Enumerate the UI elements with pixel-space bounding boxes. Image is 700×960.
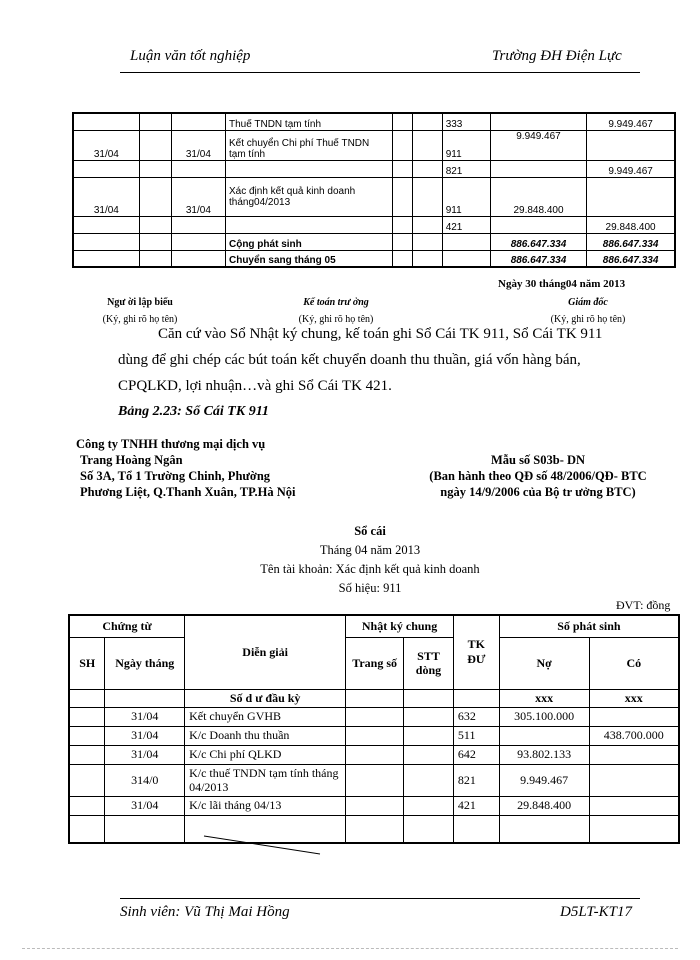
ledger-top-table — [72, 112, 676, 268]
col-chung-tu: Chứng từ — [69, 615, 185, 637]
header-row — [69, 637, 679, 689]
table-row: 31/04 31/04 Xác định kết quả kinh doanh tháng04/2013 911 29.848.400 — [73, 177, 675, 216]
company-block — [76, 436, 296, 500]
ledger-title-block — [220, 522, 520, 598]
ledger-main-table — [68, 614, 680, 844]
col-trang: Trang số — [346, 637, 404, 689]
company-line-2: Trang Hoàng Ngân — [80, 453, 183, 467]
form-line-2: (Ban hành theo QĐ số 48/2006/QĐ- BTC — [429, 469, 647, 483]
ledger-month: Tháng 04 năm 2013 — [319, 543, 421, 557]
header-right: Trường ĐH Điện Lực — [492, 48, 622, 64]
opening-row: Số d ư đầu kỳ xxx xxx — [69, 689, 679, 707]
col-ngay: Ngày tháng — [105, 637, 185, 689]
table-row: 821 9.949.467 — [73, 160, 675, 177]
company-line-4: Phương Liệt, Q.Thanh Xuân, TP.Hà Nội — [80, 485, 296, 499]
table-row: 31/04 K/c Doanh thu thuần 511 438.700.000 — [69, 726, 679, 745]
carry-row: Chuyển sang tháng 05 886.647.334 886.647.334 — [73, 250, 675, 267]
ledger-account-no: Số hiệu: 911 — [338, 581, 402, 595]
form-block — [418, 452, 658, 500]
page-bottom-border — [22, 948, 678, 949]
table-row: 31/04 K/c lãi tháng 04/13 421 29.848.400 — [69, 796, 679, 815]
signature-accountant-note: (Ký, ghi rõ họ tên) — [298, 314, 374, 325]
table-row: 314/0 K/c thuế TNDN tạm tính tháng 04/2013 821 9.949.467 — [69, 764, 679, 796]
signature-preparer-note: (Ký, ghi rõ họ tên) — [102, 314, 178, 325]
footer-right: D5LT-KT17 — [560, 904, 632, 920]
signature-director-note: (Ký, ghi rõ họ tên) — [550, 314, 626, 325]
footer-left: Sinh viên: Vũ Thị Mai Hồng — [120, 904, 290, 920]
table-row: 31/04 31/04 Kết chuyển Chi phí Thuế TNDN tạm tính 911 9.949.467 — [73, 130, 675, 160]
header-divider — [120, 72, 640, 73]
paragraph-line-3: CPQLKD, lợi nhuận…và ghi Sổ Cái TK 421. — [118, 378, 392, 394]
form-line-3: ngày 14/9/2006 của Bộ tr ưởng BTC) — [440, 485, 636, 499]
header-left: Luận văn tốt nghiệp — [130, 48, 251, 64]
paragraph-line-1: Căn cứ vào Sổ Nhật ký chung, kế toán ghi Sổ Cái TK 911, Sổ Cái TK 911 — [158, 326, 603, 342]
signature-preparer-title: Ngư ời lập biểu — [107, 297, 173, 308]
unit-label: ĐVT: đồng — [616, 598, 671, 612]
company-line-3: Số 3A, Tổ 1 Trường Chinh, Phường — [80, 469, 271, 483]
header-row — [69, 615, 679, 637]
strike-line — [200, 830, 330, 858]
table-row: 421 29.848.400 — [73, 216, 675, 233]
col-sh: SH — [69, 637, 105, 689]
date-line: Ngày 30 tháng04 năm 2013 — [498, 278, 626, 290]
table-caption: Bảng 2.23: Sổ Cái TK 911 — [118, 404, 269, 419]
col-co: Có — [589, 637, 679, 689]
paragraph-line-2: dùng để ghi chép các bút toán kết chuyển doanh thu thuần, giá vốn hàng bán, — [118, 352, 581, 368]
form-line-1: Mẫu số S03b- DN — [490, 453, 586, 467]
table-row: 31/04 Kết chuyển GVHB 632 305.100.000 — [69, 707, 679, 726]
col-tkdu: TK ĐƯ — [453, 615, 499, 689]
table-row — [69, 815, 679, 843]
signature-accountant-title: Kế toán trư ởng — [303, 297, 369, 308]
ledger-account-name: Tên tài khoản: Xác định kết quả kinh doanh — [260, 562, 480, 576]
footer-divider — [120, 898, 640, 899]
col-nkc: Nhật ký chung — [346, 615, 454, 637]
table-row: Thuế TNDN tạm tính 333 9.949.467 — [73, 113, 675, 130]
col-no: Nợ — [499, 637, 589, 689]
company-line-1: Công ty TNHH thương mại dịch vụ — [76, 437, 266, 451]
col-stt: STT dòng — [404, 637, 454, 689]
table-row: 31/04 K/c Chi phí QLKD 642 93.802.133 — [69, 745, 679, 764]
ledger-title: Sổ cái — [354, 524, 386, 538]
col-so-phat-sinh: Số phát sinh — [499, 615, 679, 637]
signature-director-title: Giám đốc — [568, 297, 608, 308]
col-dien-giai: Diễn giải — [185, 615, 346, 689]
total-row: Cộng phát sinh 886.647.334 886.647.334 — [73, 233, 675, 250]
